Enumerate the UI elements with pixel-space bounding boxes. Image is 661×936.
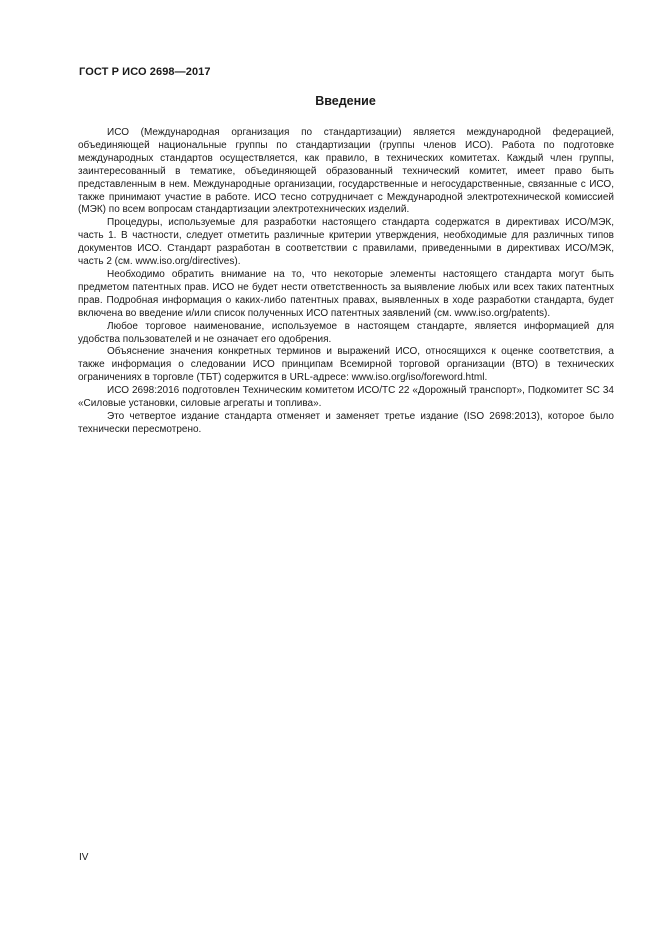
paragraph-procedures: Процедуры, используемые для разработки настоящего стандарта содержатся в директивах ИСО/МЭК, часть 1. В частности, следует отметить различные критерии утверждения, необходимые для различных типов документов ИСО. Стандарт разработан в соответствии с правилами, приведенными в директивах ИСО/МЭК, часть 2 (см. www.iso.org/directives).: [78, 217, 614, 268]
document-header: ГОСТ Р ИСО 2698—2017: [79, 66, 211, 78]
paragraph-edition: Это четвертое издание стандарта отменяет и заменяет третье издание (ISO 2698:2013), которое было технически пересмотрено.: [78, 410, 614, 435]
paragraph-committee: ИСО 2698:2016 подготовлен Техническим комитетом ИСО/ТС 22 «Дорожный транспорт», Подкомитет SC 34 «Силовые установки, силовые агрегаты и топлива».: [78, 385, 614, 410]
introduction-body: [78, 127, 614, 437]
paragraph-iso-about: ИСО (Международная организация по стандартизации) является международной федерацией, объединяющей национальные группы по стандартизации (группы членов ИСО). Работа по подготовке международных стандартов осуществляется, как правило, в технических комитетах. Каждый член группы, заинтересованный в тематике, объединяющей образованный технический комитет, имеет право быть представленным в нем. Международные организации, государственные и негосударственные, связанные с ИСО, также принимают участие в работе. ИСО тесно сотрудничает с Международной электротехнической комиссией (МЭК) по всем вопросам стандартизации электротехнических изделий.: [78, 127, 614, 216]
paragraph-trade-names: Любое торговое наименование, используемое в настоящем стандарте, является информацией для удобства пользователей и не означает его одобрения.: [78, 320, 614, 345]
page-number: IV: [79, 852, 89, 863]
paragraph-terms-wto: Объяснение значения конкретных терминов и выражений ИСО, относящихся к оценке соответствия, а также информация о следовании ИСО принципам Всемирной торговой организации (ВТО) в технических ограничениях в торговле (ТБТ) содержится в URL-адресе: www.iso.org/iso/foreword.html.: [78, 346, 614, 384]
section-title: Введение: [315, 94, 376, 108]
paragraph-patents: Необходимо обратить внимание на то, что некоторые элементы настоящего стандарта могут быть предметом патентных прав. ИСО не будет нести ответственность за выявление любых или всех таких патентных прав. Подробная информация о каких-либо патентных правах, выявленных в ходе разработки стандарта, будет включена во введение и/или список полученных ИСО патентных заявлений (см. www.iso.org/patents).: [78, 268, 614, 319]
